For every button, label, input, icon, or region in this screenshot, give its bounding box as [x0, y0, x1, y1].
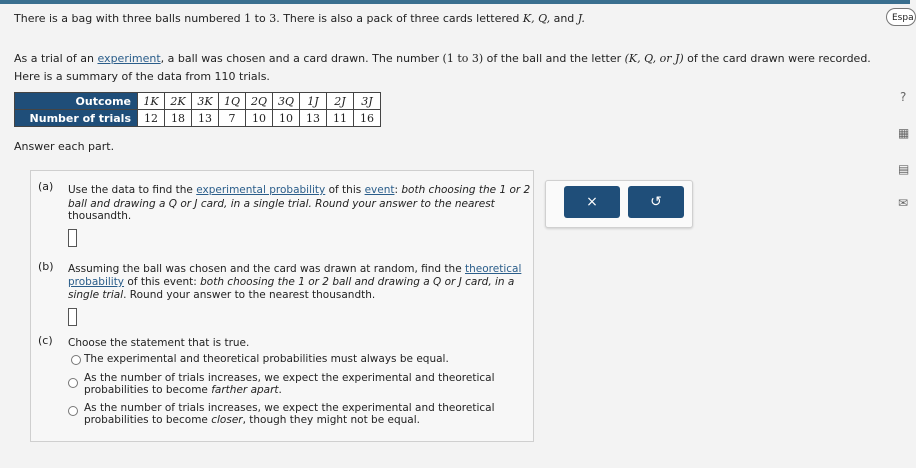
data-table: [14, 92, 381, 127]
experiment-link[interactable]: experiment: [97, 52, 161, 65]
calculator-icon[interactable]: ▦: [898, 126, 910, 140]
outcome-cell: 1J: [300, 93, 327, 110]
part-b-text: of this event:: [124, 276, 201, 288]
count-cell: 16: [354, 110, 381, 127]
top-accent-bar: [0, 0, 910, 4]
outcome-cell: 3K: [192, 93, 219, 110]
row-header-outcome: Outcome: [15, 93, 138, 110]
intro-line-1: [14, 12, 585, 26]
part-a-label: (a): [38, 180, 54, 193]
part-b-line-1: [68, 262, 521, 276]
intro-text: of the ball and the letter: [483, 52, 625, 65]
table-row: [15, 110, 381, 127]
glossary-icon[interactable]: ▤: [898, 162, 910, 176]
part-a-line-1: [68, 183, 530, 197]
outcome-cell: 3Q: [273, 93, 300, 110]
count-cell: 7: [219, 110, 246, 127]
option-2-line-1[interactable]: As the number of trials increases, we expect the experimental and theoretical: [84, 372, 495, 384]
answer-input-b[interactable]: [68, 308, 77, 326]
count-cell: 10: [246, 110, 273, 127]
math-letters: (K, Q, or J): [624, 52, 684, 65]
intro-line-3: Here is a summary of the data from 110 trials.: [14, 70, 270, 83]
count-cell: 12: [138, 110, 165, 127]
part-a-line-3: thousandth.: [68, 210, 132, 222]
mail-icon[interactable]: ✉: [898, 196, 909, 210]
undo-button[interactable]: ↺: [628, 186, 684, 218]
outcome-cell: 2K: [165, 93, 192, 110]
option-2-text: probabilities to become: [84, 384, 212, 396]
part-a-text: Use the data to find the: [68, 184, 197, 196]
math-letters: K, Q,: [522, 12, 551, 25]
count-cell: 11: [327, 110, 354, 127]
outcome-cell: 2J: [327, 93, 354, 110]
part-b-text: Assuming the ball was chosen and the card was drawn at random, find the: [68, 263, 465, 275]
outcome-cell: 1K: [138, 93, 165, 110]
part-a-text: of this: [325, 184, 365, 196]
math-1: 1: [244, 12, 252, 25]
part-c-prompt: Choose the statement that is true.: [68, 337, 250, 349]
part-a-text: :: [394, 184, 402, 196]
outcome-cell: 1Q: [219, 93, 246, 110]
option-3-radio[interactable]: [68, 406, 78, 416]
part-a-line-2: ball and drawing a Q or J card, in a single trial. Round your answer to the nearest: [68, 198, 495, 210]
option-1-text[interactable]: The experimental and theoretical probabilities must always be equal.: [84, 353, 449, 365]
intro-text: There is a bag with three balls numbered: [14, 12, 245, 25]
option-2-text: farther apart: [211, 384, 279, 396]
part-b-text: single trial: [68, 289, 124, 301]
part-b-label: (b): [38, 260, 54, 273]
option-2-text: .: [278, 384, 282, 396]
theoretical-link[interactable]: theoretical: [465, 263, 522, 275]
experimental-probability-link[interactable]: experimental probability: [196, 184, 326, 196]
option-3-line-1[interactable]: As the number of trials increases, we expect the experimental and theoretical: [84, 402, 495, 414]
option-2-line-2[interactable]: [84, 383, 282, 397]
option-3-line-2[interactable]: [84, 413, 420, 427]
option-1-radio[interactable]: [71, 355, 81, 365]
answer-input-a[interactable]: [68, 229, 77, 247]
option-2-radio[interactable]: [68, 378, 78, 388]
outcome-cell: 2Q: [246, 93, 273, 110]
part-b-text: . Round your answer to the nearest thousandth.: [123, 289, 376, 301]
intro-text: to: [251, 12, 270, 25]
part-b-line-2: [68, 275, 514, 289]
intro-line-2: [14, 52, 871, 66]
outcome-cell: 3J: [354, 93, 381, 110]
intro-text: , a ball was chosen and a card drawn. The number: [160, 52, 443, 65]
intro-text: and: [550, 12, 578, 25]
row-header-trials: Number of trials: [15, 110, 138, 127]
part-b-line-3: [68, 288, 375, 302]
math-j: J.: [577, 12, 585, 25]
count-cell: 10: [273, 110, 300, 127]
table-row: [15, 93, 381, 110]
part-a-text: both choosing the 1 or 2: [401, 184, 531, 196]
event-link[interactable]: event: [364, 184, 395, 196]
math-range: (1 to 3): [442, 52, 484, 65]
probability-link[interactable]: probability: [68, 276, 125, 288]
language-button[interactable]: Espa: [886, 8, 916, 26]
option-3-text: closer: [211, 414, 243, 426]
count-cell: 13: [300, 110, 327, 127]
option-3-text: , though they might not be equal.: [242, 414, 420, 426]
count-cell: 13: [192, 110, 219, 127]
clear-button[interactable]: ×: [564, 186, 620, 218]
math-3: 3: [269, 12, 277, 25]
intro-text: of the card drawn were recorded.: [683, 52, 871, 65]
count-cell: 18: [165, 110, 192, 127]
part-c-label: (c): [38, 334, 53, 347]
part-b-text: both choosing the 1 or 2 ball and drawing a Q or J card, in a: [200, 276, 515, 288]
option-3-text: probabilities to become: [84, 414, 212, 426]
intro-text: . There is also a pack of three cards lettered: [276, 12, 523, 25]
help-icon[interactable]: ?: [900, 90, 907, 104]
intro-text: As a trial of an: [14, 52, 98, 65]
answer-each-label: Answer each part.: [14, 140, 115, 153]
